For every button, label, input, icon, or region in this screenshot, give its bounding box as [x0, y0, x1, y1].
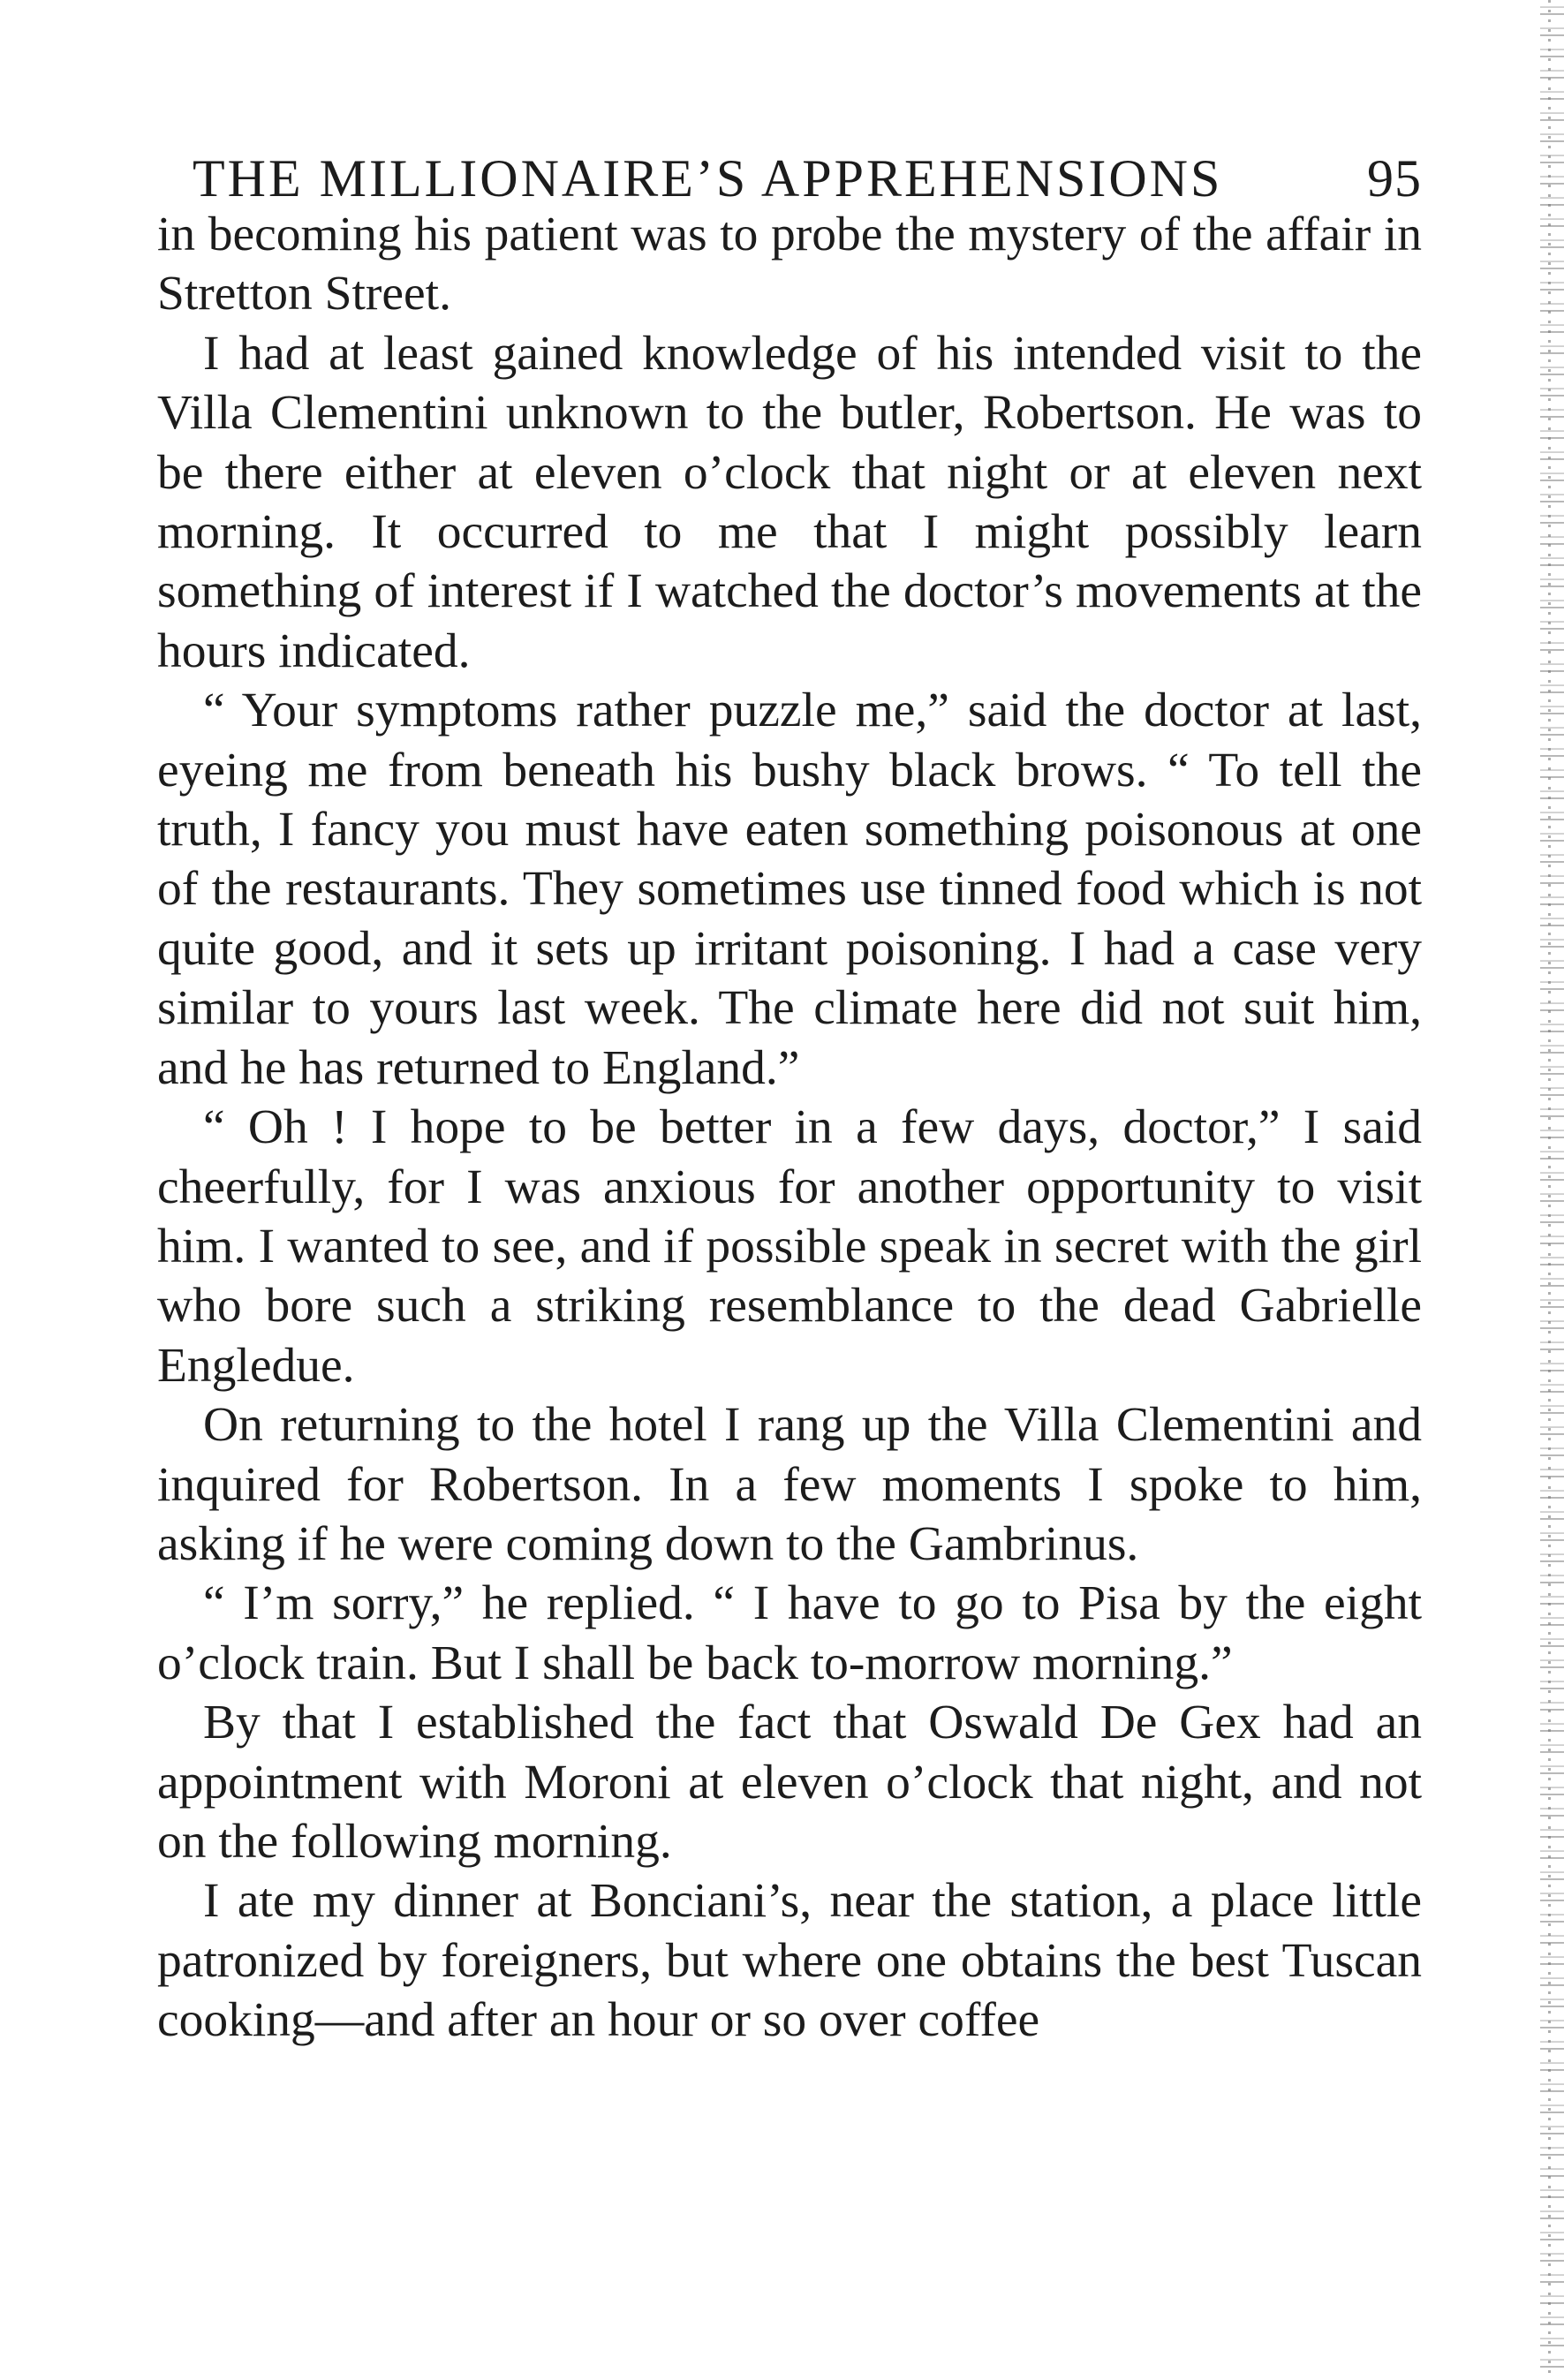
paragraph-3: “ Your symptoms rather puzzle me,” said the doctor at last, eyeing me from beneath his bushy black brows. “ To tell the truth, I fancy you must have eaten something poisonous at one of the restaurants. They sometimes use tinned food which is not quite good, and it sets up irritant poisoning. I had a case very similar to yours last week. The climate here did not suit him, and he has returned to England.”: [157, 684, 1422, 1095]
paragraph-7: By that I established the fact that Oswald De Gex had an appointment with Moroni at eleven o’clock that night, and not on the following morning.: [157, 1696, 1422, 1869]
chapter-title: THE MILLIONAIRE’S APPREHENSIONS: [193, 149, 1223, 208]
paragraph-8: I ate my dinner at Bonciani’s, near the station, a place little patronized by foreigners, but where one obtains the best Tuscan cooking—and after an hour or so over coffee: [157, 1874, 1422, 2048]
paragraph-2: I had at least gained knowledge of his intended visit to the Villa Clementini unknown to the butler, Robertson. He was to be there either at eleven o’clock that night or at eleven next morning. It occurred to me that I might possibly learn something of interest if I watched the doctor’s movements at the hours indicated.: [157, 326, 1422, 678]
paragraph-5: On returning to the hotel I rang up the Villa Clementini and inquired for Robertson. In a few moments I spoke to him, asking if he were coming down to the Gambrinus.: [157, 1398, 1422, 1571]
paragraph-4: “ Oh ! I hope to be better in a few days, doctor,” I said cheerfully, for I was anxious for another opportunity to visit him. I wanted to see, and if possible speak in secret with the girl who bore such a striking resemblance to the dead Gabrielle Engledue.: [157, 1100, 1422, 1393]
page-number: 95: [1367, 149, 1422, 208]
paragraph-6: “ I’m sorry,” he replied. “ I have to go to Pisa by the eight o’clock train. But I shall be back to-morrow morning.”: [157, 1576, 1422, 1690]
paragraph-1: in becoming his patient was to probe the mystery of the affair in Stretton Street.: [157, 208, 1422, 321]
running-head: [193, 143, 1422, 214]
page-binding-edge: [1540, 0, 1564, 2380]
body-text: [157, 205, 1422, 2051]
